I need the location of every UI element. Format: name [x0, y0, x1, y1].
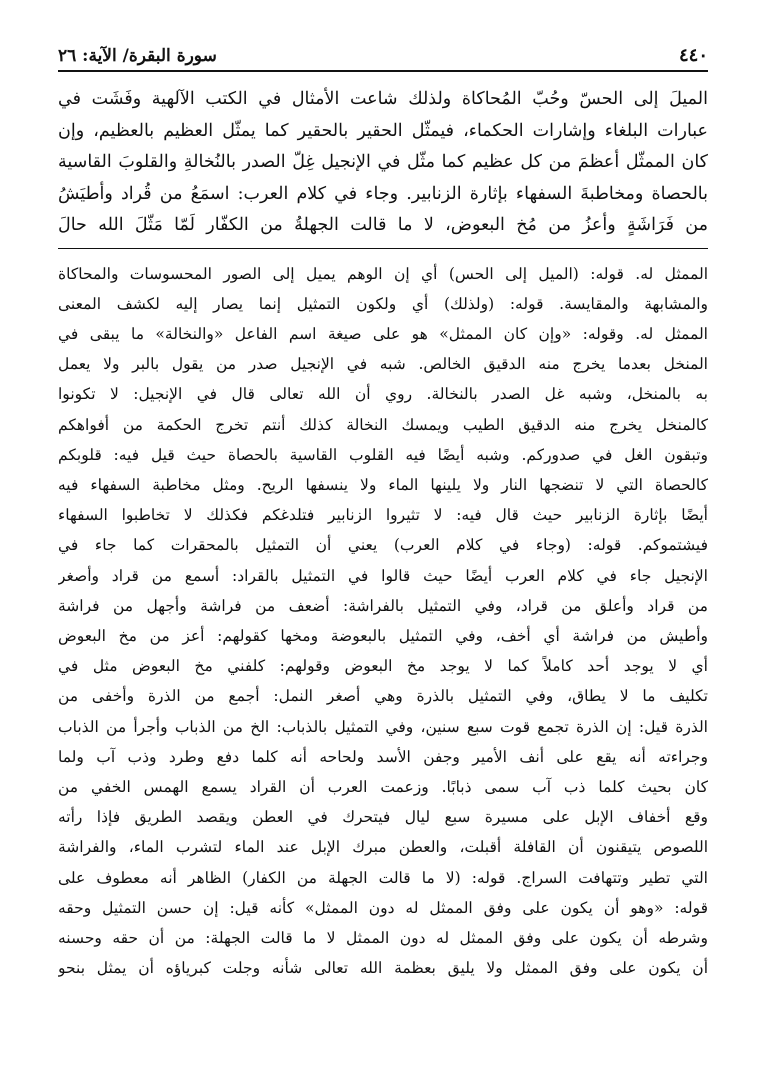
commentary-line: تكليف ما لا يطاق، وفي التمثيل بالذرة وهي أصغر النمل: أجمع من الذرة وأخفى من — [58, 687, 708, 706]
main-text-line: من فَرَاشَةٍ وأعزُ من مُخ البعوض، لا ما قالت الجهلةُ من الكفّار لَمّا مَثّلَ الله حالَ — [58, 215, 708, 235]
commentary-line: الممثل له. قوله: (الميل إلى الحس) أي إن الوهم يميل إلى الصور المحسوسات والمحاكاة — [58, 264, 708, 283]
commentary-line: أيضًا بإثارة الزنابير حيث قال فيه: لا تثيروا الزنابير فتلدغكم فكذلك لا تخاطبوا السفهاء — [58, 506, 708, 525]
commentary-line: قوله: «وهو أن يكون على وفق الممثل له دون الممثل» كأنه قيل: إن حسن التمثيل وحقه — [58, 898, 708, 917]
commentary-line: به بالمنخل، وشبه غل الصدر بالنخالة. روي أن الله تعالى قال في الإنجيل: لا تكونوا — [58, 385, 708, 404]
surah-reference: سورة البقرة/ الآية: ٢٦ — [58, 46, 217, 66]
commentary-line: أن يكون على وفق الممثل ولا يليق بعظمة الله تعالى شأنه وجلت كبرياؤه أن يمثل بنحو — [58, 959, 708, 978]
commentary-line: كالمنخل يخرج منه الدقيق الطيب ويمسك النخالة كذلك أنتم تخرج الحكمة من أفواهكم — [58, 415, 708, 434]
commentary-line: وأطيش من فراشة أي أخف، وفي التمثيل بالبعوضة ومخها كقولهم: أعز من مخ البعوض — [58, 626, 708, 645]
commentary-line: التي تطير وتتهافت السراج. قوله: (لا ما قالت الجهلة من الكفار) الظاهر أنه معطوف على — [58, 868, 708, 887]
main-text-line: الميلَ إلى الحسّ وحُبّ المُحاكاة ولذلك شاعت الأمثال في الكتب الآلهية وفَشَت في — [58, 89, 708, 109]
commentary-line: وجراءته أنه يقع على أنف الأمير وجفن الأسد ولحاحه أنه كلما دفع وطرد وذب آب ولما — [58, 747, 708, 766]
commentary-text — [58, 259, 708, 984]
commentary-line: وقع أخفاف الإبل على مسيرة سبع ليال فيتحرك في العطن ويقصد الطريق فإذا رأته — [58, 808, 708, 827]
main-text-line: عبارات البلغاء وإشارات الحكماء، فيمثّل الحقير بالحقير كما يمثّل العظيم بالعظيم، وإن — [58, 120, 708, 141]
main-text-line: بالحصاة ومخاطبةَ السفهاء بإثارة الزنابير. وجاء في كلام العرب: اسمَعُ من قُراد وأطيَشُ — [58, 183, 708, 204]
commentary-line: والمشابهة والمقايسة. قوله: (ولذلك) أي ولكون التمثيل إنما يصار إليه لكشف المعنى — [58, 294, 708, 313]
page-header — [58, 38, 708, 72]
commentary-line: اللصوص يتيقنون أن القافلة أقبلت، والعطن مبرك الإبل عند الماء لتشرب الماء، والفراشة — [58, 838, 708, 857]
commentary-line: المنخل بعدما يخرج منه الدقيق الخالص. شبه في الإنجيل صدر من يقول بالبر ولا يعمل — [58, 355, 708, 374]
page-number: ٤٤٠ — [678, 45, 708, 66]
main-text — [58, 84, 708, 242]
commentary-line: كان بحيث كلما ذب آب سمى ذبابًا. وزعمت العرب أن القراد يسمع الهمس الخفي من — [58, 777, 708, 796]
commentary-line: وتبقون الغل في صدوركم. وشبه أيضًا فيه القلوب القاسية بالحصاة حيث قيل فيه: قلوبكم — [58, 445, 708, 464]
commentary-line: وشرطه أن يكون على وفق الممثل له دون الممثل لا ما قالت الجهلة: من أن حقه وحسنه — [58, 928, 708, 947]
book-page — [58, 38, 708, 1068]
footnote-separator — [58, 248, 708, 249]
commentary-line: كالحصاة التي لا تنضجها النار ولا يلينها الماء ولا ينسفها الريح. ومثل مخاطبة السفهاء فيه — [58, 475, 708, 494]
commentary-line: فيشتموكم. قوله: (وجاء في كلام العرب) يعني أن التمثيل بالمحقرات كما جاء في — [58, 536, 708, 555]
main-text-line: كان الممثّل أعظمَ من كل عظيم كما مثّل في الإنجيل غِلّ الصدر بالنُخالةِ والقلوبَ القاسية — [58, 152, 708, 172]
commentary-line: الذرة قيل: إن الذرة تجمع قوت سبع سنين، وفي التمثيل بالذباب: الخ من الذباب وأجرأ من الذباب — [58, 717, 708, 736]
commentary-line: الممثل له. وقوله: «وإن كان الممثل» هو على صيغة اسم الفاعل «والنخالة» ما يبقى في — [58, 324, 708, 343]
commentary-line: من قراد وأعلق من قراد، وفي التمثيل بالفراشة: أضعف من فراشة وأجهل من فراشة — [58, 596, 708, 615]
commentary-line: الإنجيل جاء في كلام العرب أيضًا حيث قالوا في التمثيل بالقراد: أسمع من قراد وأصغر — [58, 566, 708, 585]
commentary-line: أي لا يوجد أحد كاملاً كما لا يوجد مخ البعوض وقولهم: كلفني مخ البعوض مثل في — [58, 657, 708, 676]
